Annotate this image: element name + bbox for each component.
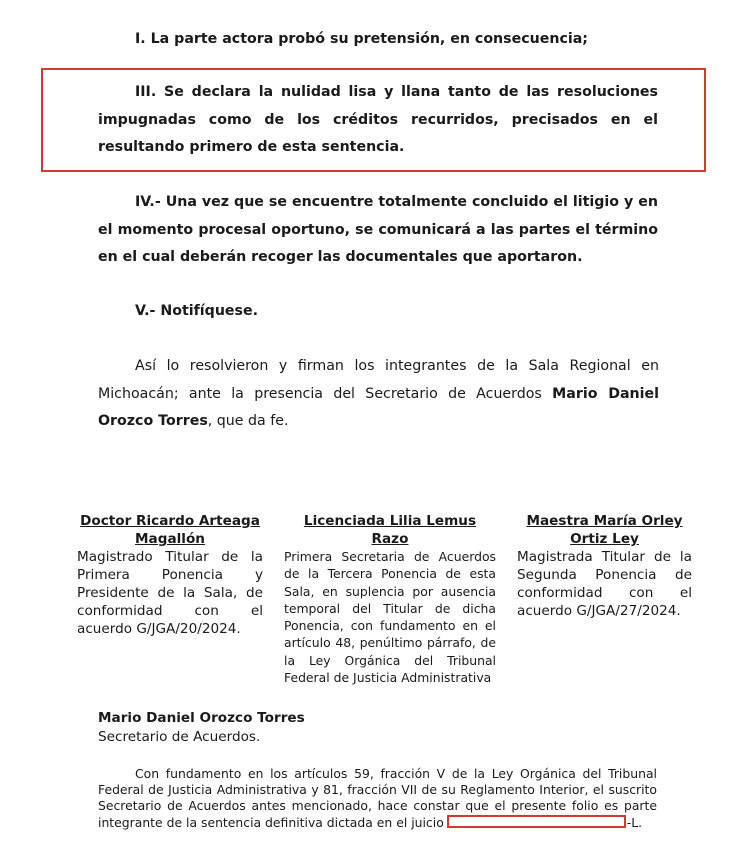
redaction-box [447,815,626,828]
secretary-name-inline: Mario Daniel Orozco Torres [98,385,659,429]
signature-block-3 [517,512,692,620]
footnote-suffix: -L. [626,814,643,830]
footnote-text: Con fundamento en los artículos 59, fracción V de la Ley Orgánica del Tribunal Federal de Justicia Administrativa y 81, fracción VII de su Reglamento Interior, el suscrito Secretario de Acuerdos antes mencionado, hace constar que el presente folio es parte integrante de la sentencia definitiva dictada en el juicio [98,766,657,830]
signatory-role: Magistrado Titular de la Primera Ponencia y Presidente de la Sala, de conformidad con el acuerdo G/JGA/20/2024. [77,549,263,637]
signature-block-1 [77,512,263,638]
signature-block-2 [284,512,496,686]
resolutivo-iv: IV.- Una vez que se encuentre totalmente concluido el litigio y en el momento procesal oportuno, se comunicará a las partes el término en el cual deberán recoger las documentales que aportaron. [98,194,658,265]
signatory-name: Maestra María Orley Ortiz Ley [526,513,683,547]
signatory-name: Licenciada Lilia Lemus Razo [303,513,477,547]
closing-text: Así lo resolvieron y firman los integrantes de la Sala Regional en Michoacán; ante la presencia del Secretario de Acuerdos [98,358,659,402]
resolutivo-i: I. La parte actora probó su pretensión, en consecuencia; [135,31,588,47]
secretary-role: Secretario de Acuerdos. [98,729,261,745]
footnote [98,766,657,831]
closing-end: , que da fe. [207,413,289,429]
secretary-name: Mario Daniel Orozco Torres [98,710,305,726]
signatory-role: Primera Secretaria de Acuerdos de la Tercera Ponencia de esta Sala, en suplencia por ausencia temporal del Titular de dicha Ponencia, con fundamento en el artículo 48, penúltimo párrafo, de la Ley Orgánica del Tribunal Federal de Justicia Administrativa [284,549,496,686]
closing-paragraph [98,353,659,436]
resolutivo-v: V.- Notifíquese. [135,303,259,319]
resolutivo-iii: III. Se declara la nulidad lisa y llana tanto de las resoluciones impugnadas como de los créditos recurridos, precisados en el resultando primero de esta sentencia. [98,84,658,155]
signatory-role: Magistrada Titular de la Segunda Ponencia de conformidad con el acuerdo G/JGA/27/2024. [517,549,692,619]
signatory-name: Doctor Ricardo Arteaga Magallón [80,513,260,547]
